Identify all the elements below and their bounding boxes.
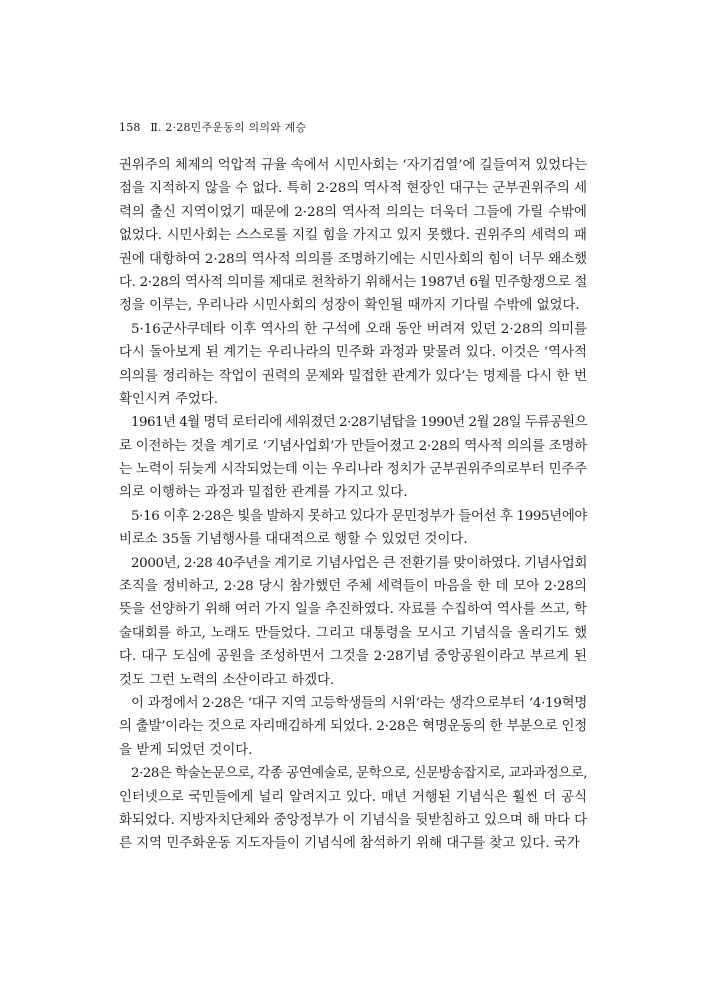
- text-line: 는 노력이 뒤늦게 시작되었는데 이는 우리나라 정치가 군부권위주의로부터 민주주: [119, 462, 587, 478]
- text-line: 인터넷으로 국민들에게 널리 알려지고 있다. 매년 거행된 기념식은 훨씬 더 공식: [119, 789, 587, 805]
- text-line: 2·28은 학술논문으로, 각종 공연예술로, 문학으로, 신문방송잡지로, 교과과정으로,: [131, 766, 588, 782]
- body-text: [119, 154, 587, 856]
- text-line: 른 지역 민주화운동 지도자들이 기념식에 참석하기 위해 대구를 찾고 있다. 국가: [119, 836, 580, 852]
- text-line: 술대회를 하고, 노래도 만들었다. 그리고 대통령을 모시고 기념식을 올리기도 했: [119, 625, 587, 641]
- paragraph: [119, 154, 587, 318]
- running-header: [119, 121, 306, 135]
- text-line: 다. 2·28의 역사적 의미를 제대로 천착하기 위해서는 1987년 6월 민주항쟁으로 절: [119, 274, 587, 290]
- paragraph: [119, 552, 587, 692]
- text-line: 비로소 35돌 기념행사를 대대적으로 행할 수 있었던 것이다.: [119, 532, 468, 548]
- section-title: Ⅱ. 2·28민주운동의 의의와 계승: [150, 121, 307, 134]
- text-line: 뜻을 선양하기 위해 여러 가지 일을 추진하였다. 자료를 수집하여 역사를 쓰고, 학: [119, 602, 588, 618]
- text-line: 5·16군사쿠데타 이후 역사의 한 구석에 오래 동안 버려져 있던 2·28의 의미를: [131, 321, 587, 337]
- text-line: 점을 지적하지 않을 수 없다. 특히 2·28의 역사적 현장인 대구는 군부권위주의 세: [119, 181, 587, 197]
- text-line: 2000년, 2·28 40주년을 계기로 기념사업은 큰 전환기를 맞이하였다. 기념사업회: [131, 555, 588, 571]
- text-line: 의로 이행하는 과정과 밀접한 관계를 가지고 있다.: [119, 485, 408, 501]
- text-line: 을 받게 되었던 것이다.: [119, 742, 253, 758]
- text-line: 정을 이루는, 우리나라 시민사회의 성장이 확인될 때까지 기다릴 수밖에 없었다.: [119, 298, 580, 314]
- paragraph: [119, 505, 587, 552]
- paragraph: [119, 411, 587, 505]
- text-line: 력의 출신 지역이었기 때문에 2·28의 역사적 의의는 더욱더 그들에 가릴 수밖에: [119, 204, 587, 220]
- text-line: 것도 그런 노력의 소산이라고 하겠다.: [119, 672, 335, 688]
- text-line: 의 출발’이라는 것으로 자리매김하게 되었다. 2·28은 혁명운동의 한 부분으로 인정: [119, 719, 587, 735]
- text-line: 확인시켜 주었다.: [119, 391, 219, 407]
- paragraph: [119, 692, 587, 762]
- text-line: 이 과정에서 2·28은 ‘대구 지역 고등학생들의 시위’라는 생각으로부터 ‘4·19혁명: [131, 695, 587, 711]
- text-line: 5·16 이후 2·28은 빛을 발하지 못하고 있다가 문민정부가 들어선 후 1995년에야: [131, 508, 587, 524]
- text-line: 다시 돌아보게 된 계기는 우리나라의 민주화 과정과 맞물려 있다. 이것은 ‘역사적: [119, 345, 587, 361]
- text-line: 권에 대항하여 2·28의 역사적 의의를 조명하기에는 시민사회의 힘이 너무 왜소했: [119, 251, 587, 267]
- text-line: 의의를 정리하는 작업이 권력의 문제와 밀접한 관계가 있다’는 명제를 다시 한 번: [119, 368, 587, 384]
- text-line: 1961년 4월 명덕 로터리에 세워졌던 2·28기념탑을 1990년 2월 28일 두류공원으: [131, 415, 588, 431]
- text-line: 조직을 정비하고, 2·28 당시 참가했던 주체 세력들이 마음을 한 데 모아 2·28의: [119, 579, 587, 595]
- paragraph: [119, 762, 587, 856]
- text-line: 권위주의 체제의 억압적 규율 속에서 시민사회는 ‘자기검열’에 길들여져 있었다는: [119, 158, 588, 173]
- text-line: 없었다. 시민사회는 스스로를 지킬 힘을 가지고 있지 못했다. 권위주의 세력의 패: [119, 228, 587, 244]
- text-line: 로 이전하는 것을 계기로 ‘기념사업회’가 만들어졌고 2·28의 역사적 의의를 조명하: [119, 438, 587, 454]
- paragraph: [119, 318, 587, 412]
- page-number: 158: [119, 121, 141, 134]
- text-line: 다. 대구 도심에 공원을 조성하면서 그것을 2·28기념 중앙공원이라고 부르게 된: [119, 649, 587, 665]
- text-line: 화되었다. 지방자치단체와 중앙정부가 이 기념식을 뒷받침하고 있으며 해 마다 다: [119, 812, 588, 828]
